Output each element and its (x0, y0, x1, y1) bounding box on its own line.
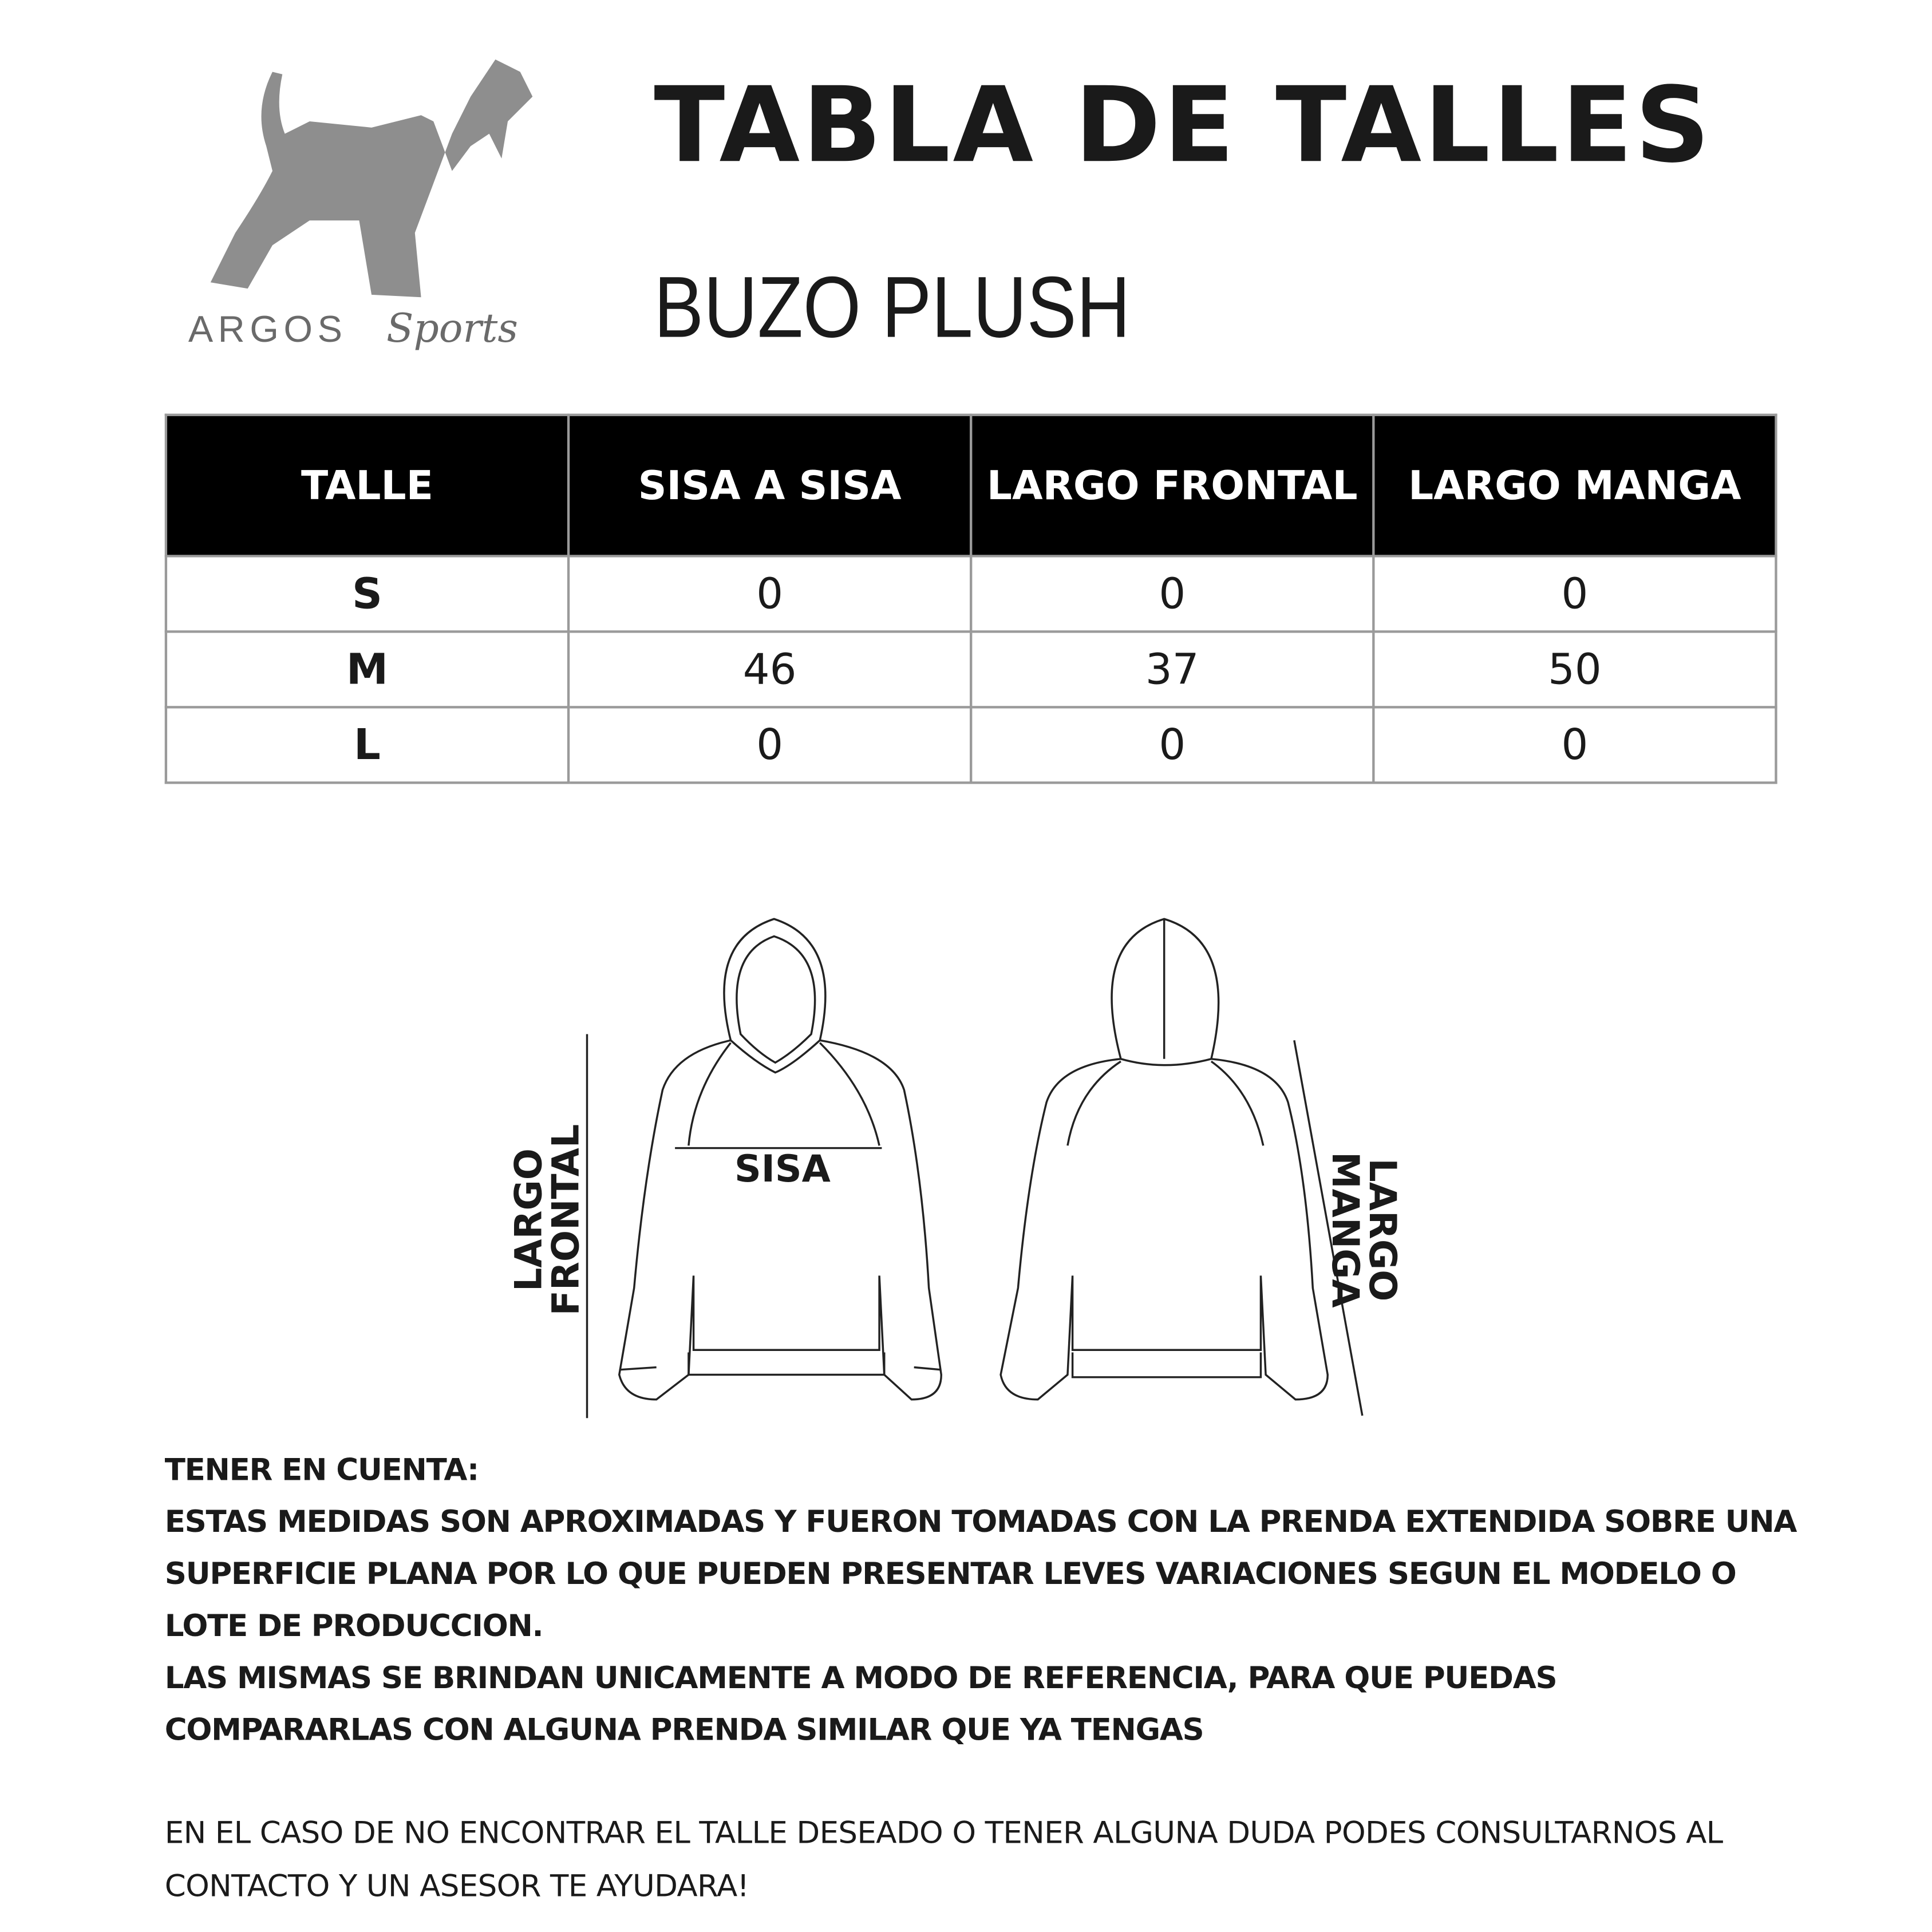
cell-value: 0 (971, 556, 1373, 631)
cell-value: 50 (1373, 631, 1776, 707)
cell-value: 0 (1373, 556, 1776, 631)
label-line: LARGO (1360, 1158, 1404, 1302)
cell-value: 37 (971, 631, 1373, 707)
cell-value: 0 (1373, 707, 1776, 783)
cell-value: 46 (568, 631, 971, 707)
label-line: FRONTAL (544, 1124, 588, 1316)
notes (165, 1444, 1800, 1756)
label-line: LARGO (508, 1148, 551, 1292)
product-name: BUZO PLUSH (654, 259, 1131, 355)
back-hoodie-icon (1001, 919, 1327, 1399)
notes-line: LAS MISMAS SE BRINDAN UNICAMENTE A MODO DE REFERENCIA, PARA QUE PUEDAS COMPARARLAS CON ALGUNA PRENDA SIMILAR QUE YA TENGAS (164, 1660, 1557, 1748)
header-sisa: SISA A SISA (568, 415, 971, 556)
notes-line: ESTAS MEDIDAS SON APROXIMADAS Y FUERON TOMADAS CON LA PRENDA EXTENDIDA SOBRE UNA SUPERFICIE PLANA POR LO QUE PUEDEN PRESENTAR LEVES VARIACIONES SEGUN EL MODELO O LOTE DE PRODUCCION. (164, 1503, 1797, 1643)
sisa-label: SISA (734, 1148, 831, 1192)
cell-value: 0 (568, 556, 971, 631)
cell-size: M (166, 631, 568, 707)
label-line: MANGA (1322, 1152, 1366, 1308)
largo-frontal-label (508, 1124, 588, 1316)
logo-wordmark: ARGOS (188, 309, 347, 351)
logo-script: Sports (386, 305, 518, 352)
page-title: TABLA DE TALLES (654, 64, 1713, 186)
cell-value: 0 (971, 707, 1373, 783)
header-largo-frontal: LARGO FRONTAL (971, 415, 1373, 556)
cell-size: L (166, 707, 568, 783)
cell-value: 0 (568, 707, 971, 783)
largo-manga-label (1322, 1152, 1404, 1308)
cell-size: S (166, 556, 568, 631)
notes-heading: TENER EN CUENTA: (164, 1451, 479, 1488)
header-talle: TALLE (166, 415, 568, 556)
header-largo-manga: LARGO MANGA (1373, 415, 1776, 556)
footer-text: EN EL CASO DE NO ENCONTRAR EL TALLE DESEADO O TENER ALGUNA DUDA PODES CONSULTARNOS AL CONTACTO Y UN ASESOR TE AYUDARA! (164, 1814, 1723, 1904)
